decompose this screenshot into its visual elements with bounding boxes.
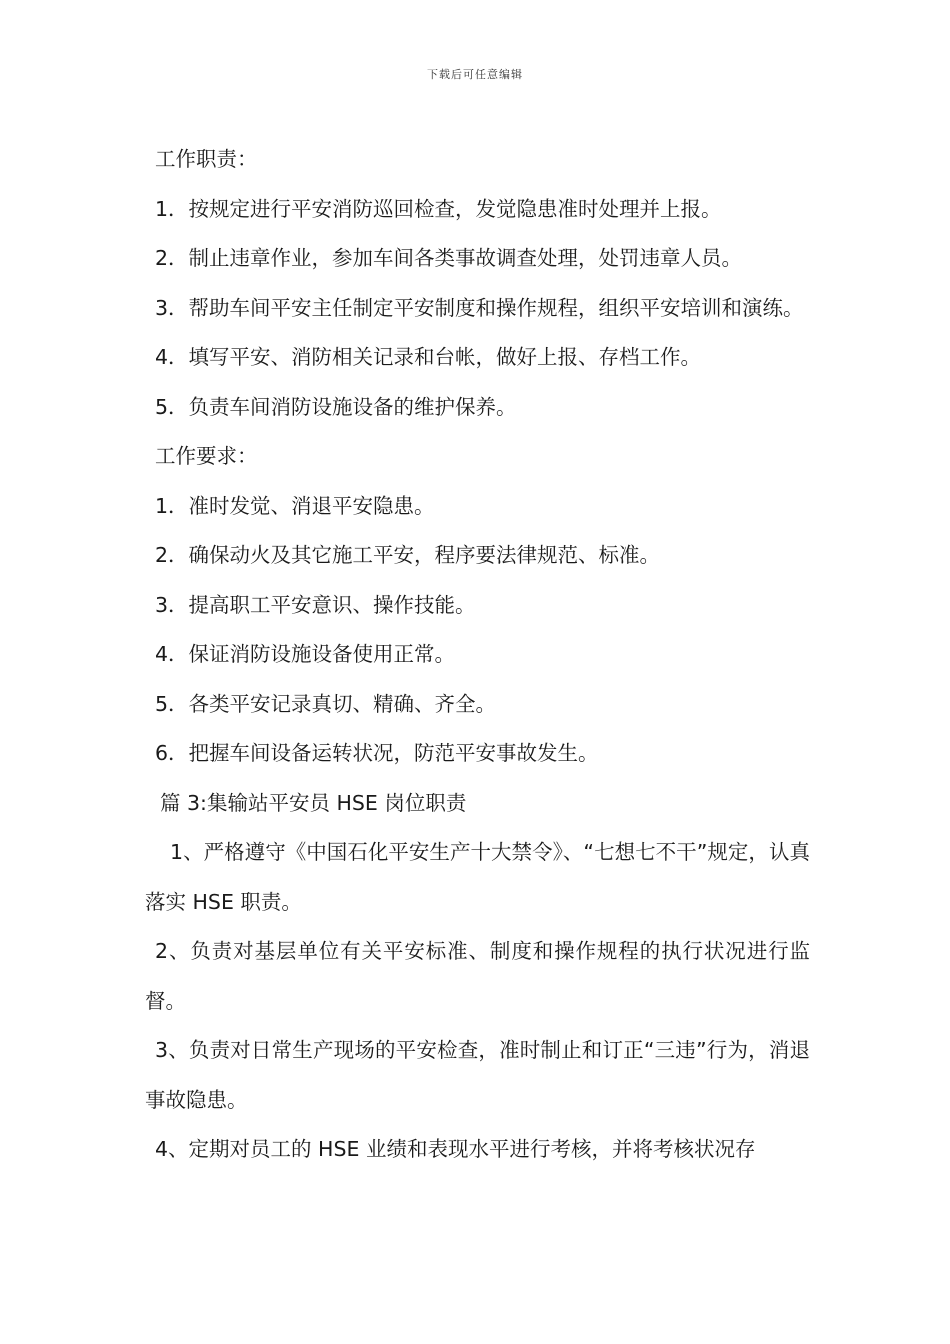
- paragraph: 2．确保动火及其它施工平安，程序要法律规范、标准。: [155, 543, 661, 567]
- paragraph: 4、定期对员工的 HSE 业绩和表现水平进行考核，并将考核状况存: [155, 1137, 756, 1161]
- paragraph: 3．帮助车间平安主任制定平安制度和操作规程，组织平安培训和演练。: [155, 295, 804, 320]
- paragraph: 6．把握车间设备运转状况，防范平安事故发生。: [155, 741, 599, 765]
- article-title: 篇 3:集输站平安员 HSE 岗位职责: [160, 790, 467, 815]
- paragraph: 3、负责对日常生产现场的平安检查，准时制止和订正“三违”行为，消退事故隐患。: [145, 1038, 810, 1112]
- paragraph: 5．负责车间消防设施设备的维护保养。: [155, 394, 517, 419]
- paragraph: 4．保证消防设施设备使用正常。: [155, 642, 456, 666]
- paragraph: 1．准时发觉、消退平安隐患。: [155, 493, 435, 518]
- section-heading-duties: 工作职责：: [155, 147, 258, 171]
- paragraph: 2、负责对基层单位有关平安标准、制度和操作规程的执行状况进行监督。: [145, 939, 810, 1013]
- paragraph: 3．提高职工平安意识、操作技能。: [155, 592, 476, 617]
- document-body: [145, 135, 810, 1175]
- page-header: 下载后可任意编辑: [427, 68, 523, 81]
- paragraph: 1、严格遵守《中国石化平安生产十大禁令》、“七想七不干”规定，认真落实 HSE 职责。: [145, 840, 810, 914]
- paragraph: 2．制止违章作业，参加车间各类事故调查处理，处罚违章人员。: [155, 246, 743, 270]
- paragraph: 4．填写平安、消防相关记录和台帐，做好上报、存档工作。: [155, 345, 702, 369]
- section-heading-requirements: 工作要求：: [155, 444, 258, 468]
- paragraph: 1．按规定进行平安消防巡回检查，发觉隐患准时处理并上报。: [155, 196, 722, 221]
- paragraph: 5．各类平安记录真切、精确、齐全。: [155, 691, 497, 716]
